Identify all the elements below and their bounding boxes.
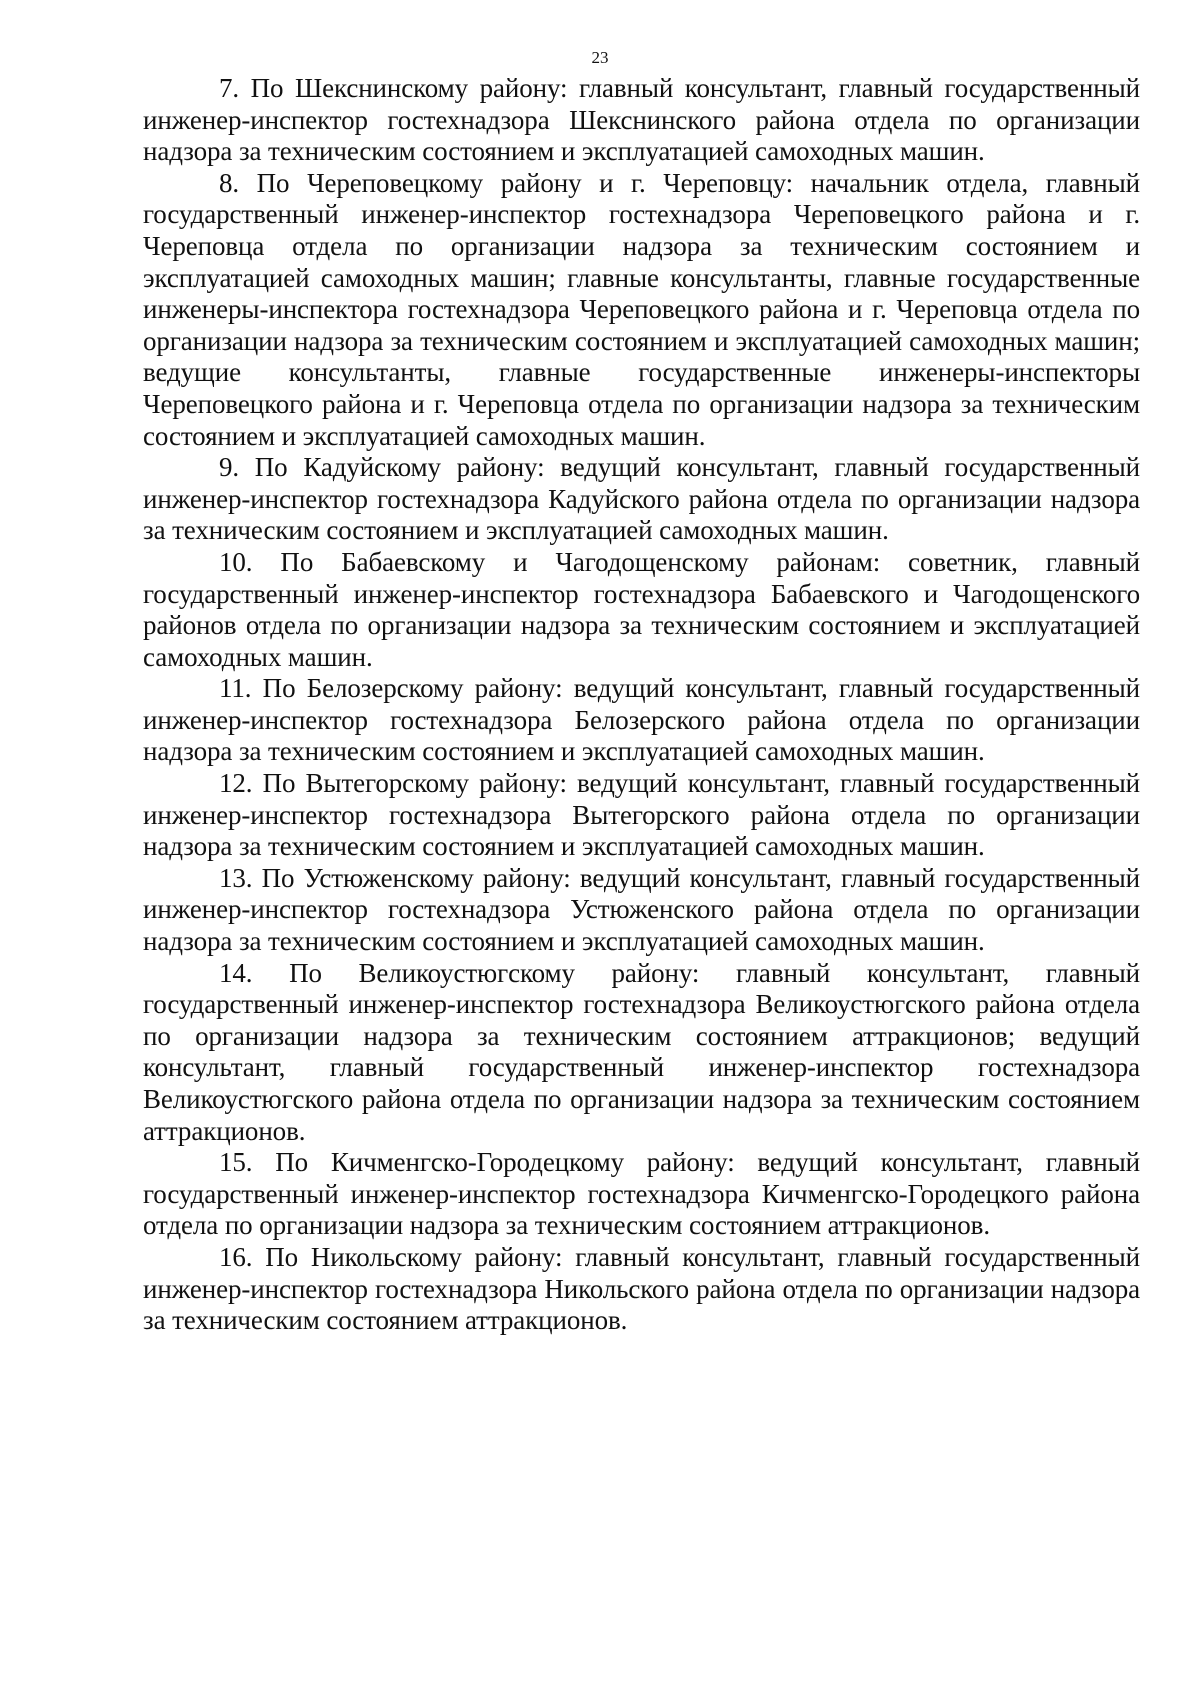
paragraph-item-11: 11. По Белозерскому району: ведущий консультант, главный государственный инженер-инспектор гостехнадзора Белозерского района отдела по организации надзора за техническим состоянием и эксплуатацией самоходных машин. [143, 673, 1140, 767]
paragraph-item-7: 7. По Шекснинскому району: главный консультант, главный государственный инженер-инспектор гостехнадзора Шекснинского района отдела по организации надзора за техническим состоянием и эксплуатацией самоходных машин. [143, 73, 1140, 167]
paragraph-item-15: 15. По Кичменгско-Городецкому району: ведущий консультант, главный государственный инженер-инспектор гостехнадзора Кичменгско-Городецкого района отдела по организации надзора за техническим состоянием аттракционов. [143, 1147, 1140, 1241]
paragraph-item-16: 16. По Никольскому району: главный консультант, главный государственный инженер-инспектор гостехнадзора Никольского района отдела по организации надзора за техническим состоянием аттракционов. [143, 1241, 1140, 1336]
paragraph-item-10: 10. По Бабаевскому и Чагодощенскому районам: советник, главный государственный инженер-инспектор гостехнадзора Бабаевского и Чагодощенского районов отдела по организации надзора за техническим состоянием и эксплуатацией самоходных машин. [143, 546, 1140, 672]
document-body [143, 73, 1140, 1337]
paragraph-item-12: 12. По Вытегорскому району: ведущий консультант, главный государственный инженер-инспектор гостехнадзора Вытегорского района отдела по организации надзора за техническим состоянием и эксплуатацией самоходных машин. [143, 768, 1140, 862]
paragraph-item-9: 9. По Кадуйскому району: ведущий консультант, главный государственный инженер-инспектор гостехнадзора Кадуйского района отдела по организации надзора за техническим состоянием и эксплуатацией самоходных машин. [143, 452, 1140, 546]
page-number: 23 [591, 48, 609, 67]
paragraph-item-8: 8. По Череповецкому району и г. Череповцу: начальник отдела, главный государственный инженер-инспектор гостехнадзора Череповецкого района и г. Череповца отдела по организации надзора за техническим состоянием и эксплуатацией самоходных машин; главные консультанты, главные государственные инженеры-инспектора гостехнадзора Череповецкого района и г. Череповца отдела по организации надзора за техническим состоянием и эксплуатацией самоходных машин; ведущие консультанты, главные государственные инженеры-инспекторы Череповецкого района и г. Череповца отдела по организации надзора за техническим состоянием и эксплуатацией самоходных машин. [143, 167, 1140, 451]
paragraph-item-13: 13. По Устюженскому району: ведущий консультант, главный государственный инженер-инспектор гостехнадзора Устюженского района отдела по организации надзора за техническим состоянием и эксплуатацией самоходных машин. [143, 862, 1140, 957]
paragraph-item-14: 14. По Великоустюгскому району: главный консультант, главный государственный инженер-инспектор гостехнадзора Великоустюгского района отдела по организации надзора за техническим состоянием аттракционов; ведущий консультант, главный государственный инженер-инспектор гостехнадзора Великоустюгского района отдела по организации надзора за техническим состоянием аттракционов. [143, 957, 1140, 1146]
